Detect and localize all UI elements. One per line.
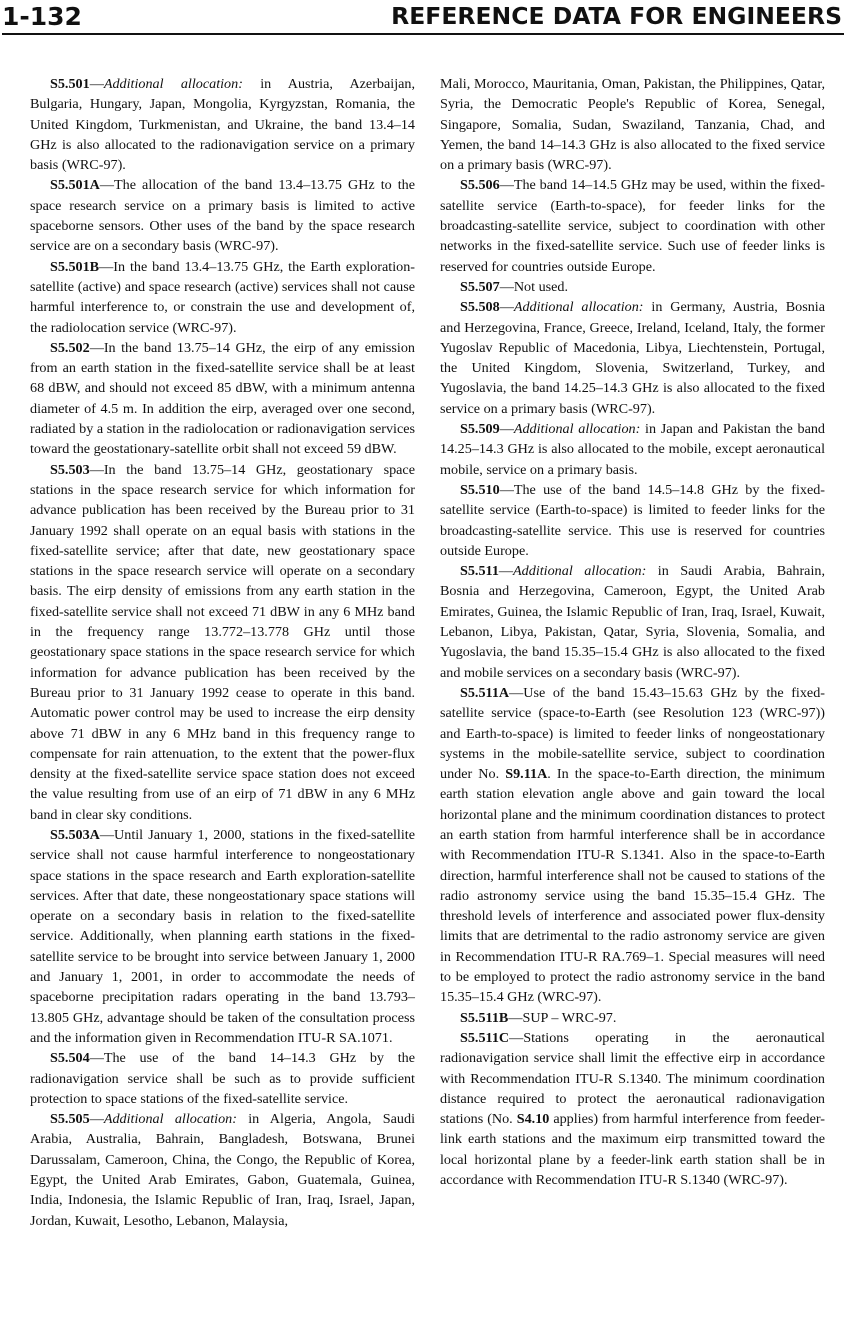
em-dash: — (89, 339, 104, 356)
footnote-number: S5.504 (50, 1050, 90, 1067)
em-dash: — (89, 76, 104, 92)
footnote-text: in Algeria, Angola, Saudi Arabia, Australia, Bahrain, Bangladesh, Botswana, Brunei Darussalam, Cameroon, China, the Congo, the Republic of Korea, Egypt, the United Arab Emirates, Gabon, Guatemala, Guinea, India, Indonesia, the Islamic Republic of Iran, Iraq, Israel, Japan, Jordan, Kuwait, Lesotho, Lebanon, Malaysia, (30, 1111, 415, 1229)
footnote-text: In the band 13.4–13.75 GHz, the Earth exploration-satellite (active) and space research (active) services shall not cause harmful interference to, or constrain the use and development of, the radiolocation service (WRC-97). (30, 258, 415, 336)
header-rule (2, 33, 844, 35)
footnote-number: S5.509 (460, 421, 500, 438)
footnote-number: S5.502 (50, 339, 90, 356)
allocation-label: Additional allocation: (103, 76, 243, 92)
footnote-number: S5.507 (460, 278, 500, 295)
footnote-number: S5.510 (460, 481, 500, 498)
footnote-number: S5.506 (460, 177, 500, 194)
em-dash: — (498, 563, 514, 580)
footnote-text: in Japan and Pakistan the band 14.25–14.3 GHz is also allocated to the mobile, except aeronautical mobile, service on a primary basis. (440, 421, 825, 478)
em-dash: — (99, 177, 115, 194)
footnote-paragraph (30, 338, 415, 460)
em-dash: — (499, 421, 514, 438)
cross-reference: S4.10 (516, 1111, 550, 1128)
footnote-text: . In the space-to-Earth direction, the minimum earth station elevation angle above and gain toward the local horizontal plane and the minimum coordination distances to protect an earth station from harmful interference shall be in accordance with Recommendation ITU-R S.1341. Also in the space-to-Earth direction, harmful interference shall not be caused to stations of the radio astronomy service using the band 15.35–15.4 GHz. The threshold levels of interference and associated power flux-density limits that are detrimental to the radio astronomy service are given in Recommendation ITU-R RA.769–1. Special measures will need to be employed to protect the radio astronomy service in the band 15.35–15.4 GHz (WRC-97). (440, 766, 825, 1006)
footnote-number: S5.511 (460, 563, 499, 580)
footnote-number: S5.511B (460, 1009, 509, 1026)
em-dash: — (99, 826, 115, 843)
footnote-text: In the band 13.75–14 GHz, the eirp of any emission from an earth station in the fixed-satellite service shall be at least 68 dBW, and should not exceed 85 dBW, with a minimum antenna diameter of 4.5 m. In addition the eirp, averaged over one second, radiated by a station in the radiolocation or radionavigation services toward the geostationary-satellite orbit shall not exceed 59 dBW. (30, 339, 415, 458)
allocation-label: Additional allocation: (513, 299, 644, 316)
footnote-paragraph (440, 297, 825, 419)
em-dash: — (99, 258, 114, 275)
footnote-text: in Germany, Austria, Bosnia and Herzegovina, France, Greece, Ireland, Iceland, Italy, the former Yugoslav Republic of Macedonia, Libya, Liechtenstein, Portugal, the United Kingdom, Slovenia, Switzerland, Turkey, and Yugoslavia, the band 14.25–14.3 GHz is also allocated to the fixed service on a primary basis (WRC-97). (440, 299, 825, 417)
footnote-paragraph (30, 1048, 415, 1109)
em-dash: — (89, 1111, 104, 1128)
page-header (0, 0, 846, 40)
em-dash: — (89, 461, 104, 478)
footnote-text: The allocation of the band 13.4–13.75 GHz to the space research service on a primary basis is limited to active spaceborne sensors. Other uses of the band by the space research service are on a secondary basis (WRC-97). (30, 177, 415, 255)
em-dash: — (509, 684, 524, 701)
footnote-paragraph (30, 460, 415, 825)
allocation-label: Additional allocation: (513, 563, 647, 580)
cross-reference: S9.11A (505, 766, 548, 783)
running-title: REFERENCE DATA FOR ENGINEERS (391, 2, 842, 30)
footnote-number: S5.501 (50, 76, 90, 92)
allocation-label: Additional allocation: (103, 1111, 237, 1128)
footnote-paragraph (440, 175, 825, 276)
footnote-number: S5.511A (460, 684, 510, 701)
footnote-text: In the band 13.75–14 GHz, geostationary space stations in the space research service for which information for advance publication has been received by the Bureau prior to 31 January 1992 shall operate on an equal basis with stations in the fixed-satellite service; after that date, new geostationary space stations in the space research service will operate on a secondary basis. The eirp density of emissions from any earth station in the fixed-satellite service shall not exceed 71 dBW in any 6 MHz band in the frequency range 13.772–13.778 GHz until those geostationary space stations in the space research service for which information for advance publication has been received by the Bureau prior to 31 January 1992 cease to operate in this band. Automatic power control may be used to increase the eirp density above 71 dBW in any 6 MHz band in this frequency range to compensate for rain attenuation, to the extent that the power-flux density at the fixed-satellite service space station does not exceed the value resulting from use of an eirp of 71 dBW in any 6 MHz band in clear sky conditions. (30, 461, 415, 823)
footnote-text: in Saudi Arabia, Bahrain, Bosnia and Herzegovina, Cameroon, Egypt, the United Arab Emirates, Guinea, the Islamic Republic of Iran, Iraq, Israel, Kuwait, Lebanon, Libya, Pakistan, Qatar, Syria, Slovenia, Somalia, and Yugoslavia, the band 15.35–15.4 GHz is also allocated to the fixed and mobile services on a secondary basis (WRC-97). (440, 563, 825, 681)
footnote-paragraph (30, 1109, 415, 1231)
em-dash: — (499, 481, 514, 498)
footnote-text: Use of the band 15.43–15.63 GHz by the fixed-satellite service (space-to-Earth (see Resolution 123 (WRC-97)) and Earth-to-space) is limited to feeder links of nongeostationary systems in the mobile-satellite service, subject to coordination under No. (440, 684, 825, 783)
footnote-text: SUP – WRC-97. (522, 1009, 617, 1026)
footnote-text: The use of the band 14–14.3 GHz by the radionavigation service shall be such as to provide sufficient protection to space stations of the fixed-satellite service. (30, 1050, 415, 1107)
footnote-text: The use of the band 14.5–14.8 GHz by the fixed-satellite service (Earth-to-space) is limited to feeder links for the broadcasting-satellite service. This use is reserved for countries outside Europe. (440, 481, 825, 559)
footnote-number: S5.508 (460, 299, 500, 316)
footnote-paragraph (30, 825, 415, 1048)
footnote-number: S5.505 (50, 1111, 90, 1128)
footnote-paragraph (440, 683, 825, 1008)
footnote-paragraph (440, 74, 825, 175)
footnote-number: S5.503A (50, 826, 100, 843)
footnote-paragraph (440, 561, 825, 683)
footnote-paragraph (30, 74, 415, 175)
footnote-paragraph (440, 480, 825, 561)
footnote-paragraph (440, 419, 825, 480)
footnote-text: Mali, Morocco, Mauritania, Oman, Pakistan, the Philippines, Qatar, Syria, the Democratic People's Republic of Korea, Senegal, Singapore, Somalia, Sudan, Swaziland, Tanzania, Chad, and Yemen, the band 14–14.3 GHz is also allocated to the fixed service on a primary basis (WRC-97). (440, 76, 825, 174)
em-dash: — (499, 299, 514, 316)
footnote-paragraph (30, 257, 415, 338)
footnote-paragraph (440, 277, 825, 297)
footnote-text: Not used. (513, 278, 569, 295)
footnote-number: S5.501B (50, 258, 100, 275)
footnote-paragraph (440, 1008, 825, 1028)
footnote-text: applies) from harmful interference from feeder-link earth stations and the maximum eirp transmitted toward the local horizontal plane by a feeder-link earth station shall be in accordance with Recommendation ITU-R S.1340 (WRC-97). (440, 1111, 825, 1189)
footnote-paragraph (440, 1028, 825, 1190)
em-dash: — (499, 278, 514, 295)
left-column (30, 74, 415, 1231)
footnote-paragraph (30, 175, 415, 256)
right-column (440, 74, 825, 1190)
footnote-number: S5.503 (50, 461, 90, 478)
footnote-text: Stations operating in the aeronautical radionavigation service shall limit the effective eirp in accordance with Recommendation ITU-R S.1340. The minimum coordination distance required to protect the aeronautical radionavigation stations (No. (440, 1029, 825, 1128)
em-dash: — (509, 1029, 524, 1046)
allocation-label: Additional allocation: (513, 421, 641, 438)
em-dash: — (508, 1009, 523, 1026)
footnote-text: in Austria, Azerbaijan, Bulgaria, Hungary, Japan, Mongolia, Kyrgyzstan, Romania, the United Kingdom, Turkmenistan, and Ukraine, the band 13.4–14 GHz is also allocated to the radionavigation service on a primary basis (WRC-97). (30, 76, 416, 174)
em-dash: — (499, 177, 514, 194)
footnote-text: Until January 1, 2000, stations in the fixed-satellite service shall not cause harmful interference to nongeostationary space stations in the space research and Earth exploration-satellite services. After that date, these nongeostationary space stations will operate on a secondary basis in relation to the fixed-satellite service. Additionally, when planning earth stations in the fixed-satellite service to be brought into service between January 1, 2000 and January 1, 2001, in order to accommodate the needs of spaceborne precipitation radars operating in the band 13.793–13.805 GHz, advantage should be taken of the consultation process and the information given in Recommendation ITU-R SA.1071. (30, 826, 415, 1046)
em-dash: — (89, 1050, 104, 1067)
page-number: 1-132 (2, 2, 82, 31)
footnote-number: S5.511C (460, 1029, 510, 1046)
footnote-number: S5.501A (50, 177, 100, 194)
footnote-text: The band 14–14.5 GHz may be used, within the fixed-satellite service (Earth-to-space), for feeder links for the broadcasting-satellite service, subject to coordination with other networks in the fixed-satellite service. Such use of feeder links is reserved for countries outside Europe. (440, 177, 825, 275)
